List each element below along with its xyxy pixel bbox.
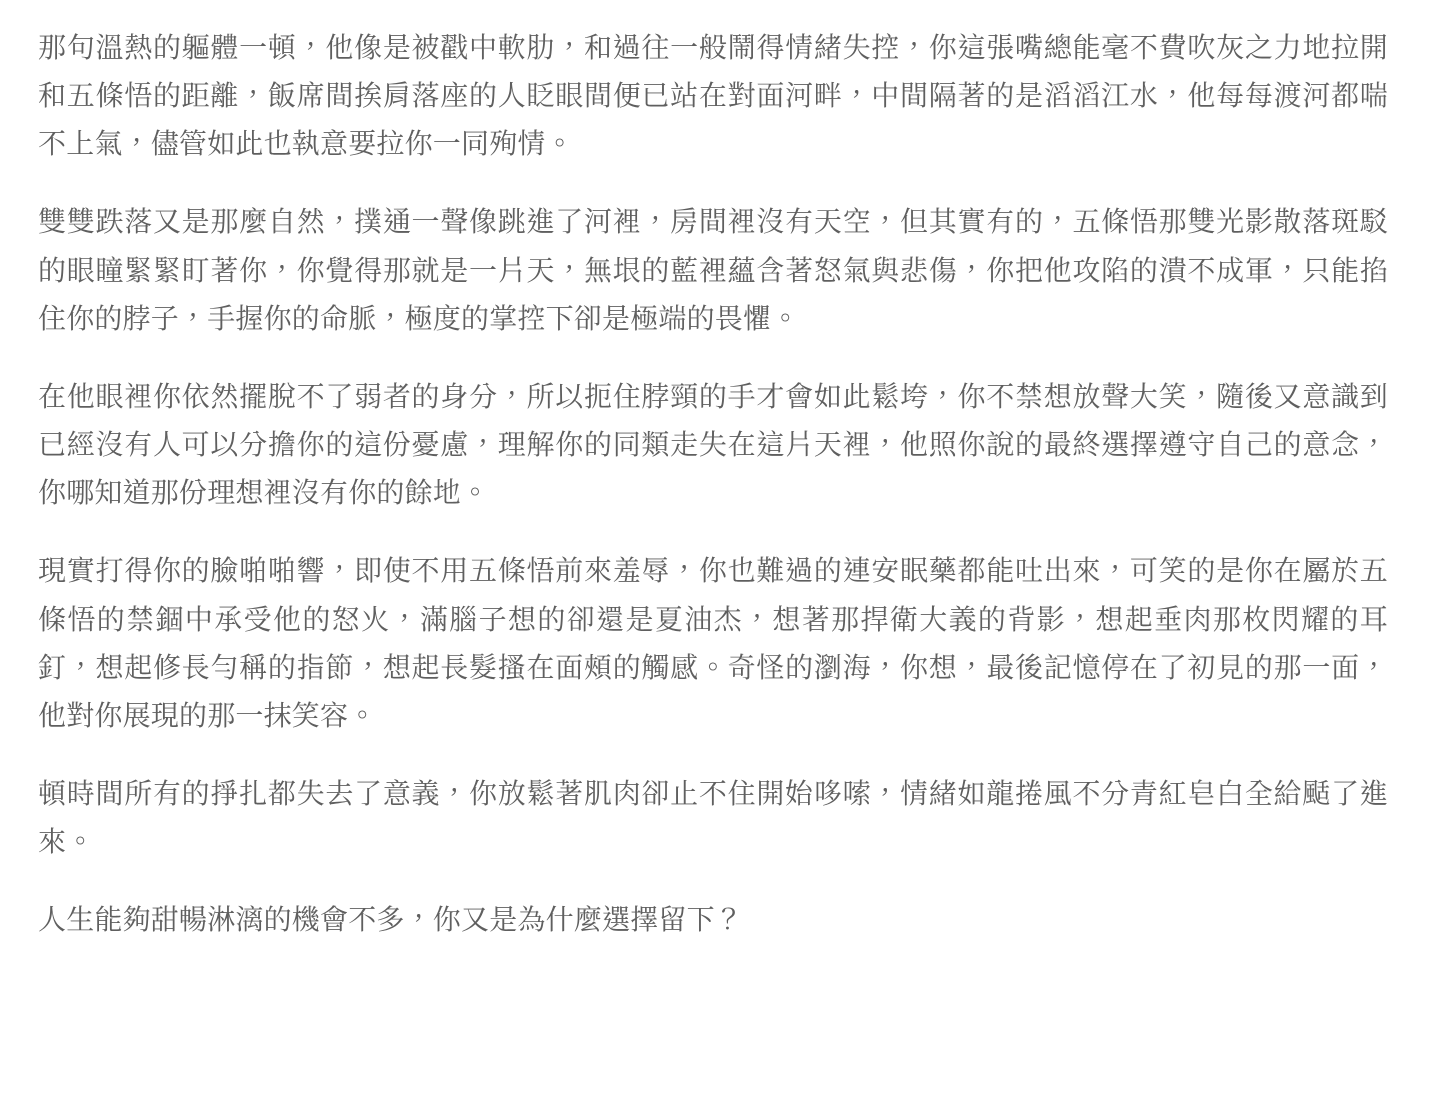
article-body: [38, 24, 1388, 945]
paragraph: 現實打得你的臉啪啪響，即使不用五條悟前來羞辱，你也難過的連安眠藥都能吐出來，可笑的是你在屬於五條悟的禁錮中承受他的怒火，滿腦子想的卻還是夏油杰，想著那捍衛大義的背影，想起垂肉那枚閃耀的耳釘，想起修長勻稱的指節，想起長髮搔在面頰的觸感。奇怪的瀏海，你想，最後記憶停在了初見的那一面，他對你展現的那一抹笑容。: [38, 555, 1388, 731]
paragraph: 人生能夠甜暢淋漓的機會不多，你又是為什麼選擇留下？: [38, 904, 744, 936]
paragraph: 在他眼裡你依然擺脫不了弱者的身分，所以扼住脖頸的手才會如此鬆垮，你不禁想放聲大笑，隨後又意識到已經沒有人可以分擔你的這份憂慮，理解你的同類走失在這片天裡，他照你說的最終選擇遵守自己的意念，你哪知道那份理想裡沒有你的餘地。: [38, 380, 1388, 509]
paragraph: 頓時間所有的掙扎都失去了意義，你放鬆著肌肉卻止不住開始哆嗦，情緒如龍捲風不分青紅皂白全給颳了進來。: [38, 778, 1388, 858]
paragraph: 那句溫熱的軀體一頓，他像是被戳中軟肋，和過往一般鬧得情緒失控，你這張嘴總能毫不費吹灰之力地拉開和五條悟的距離，飯席間挨肩落座的人眨眼間便已站在對面河畔，中間隔著的是滔滔江水，他每每渡河都喘不上氣，儘管如此也執意要拉你一同殉情。: [38, 32, 1388, 160]
paragraph: 雙雙跌落又是那麼自然，撲通一聲像跳進了河裡，房間裡沒有天空，但其實有的，五條悟那雙光影散落斑駁的眼瞳緊緊盯著你，你覺得那就是一片天，無垠的藍裡蘊含著怒氣與悲傷，你把他攻陷的潰不成軍，只能掐住你的脖子，手握你的命脈，極度的掌控下卻是極端的畏懼。: [38, 206, 1388, 334]
